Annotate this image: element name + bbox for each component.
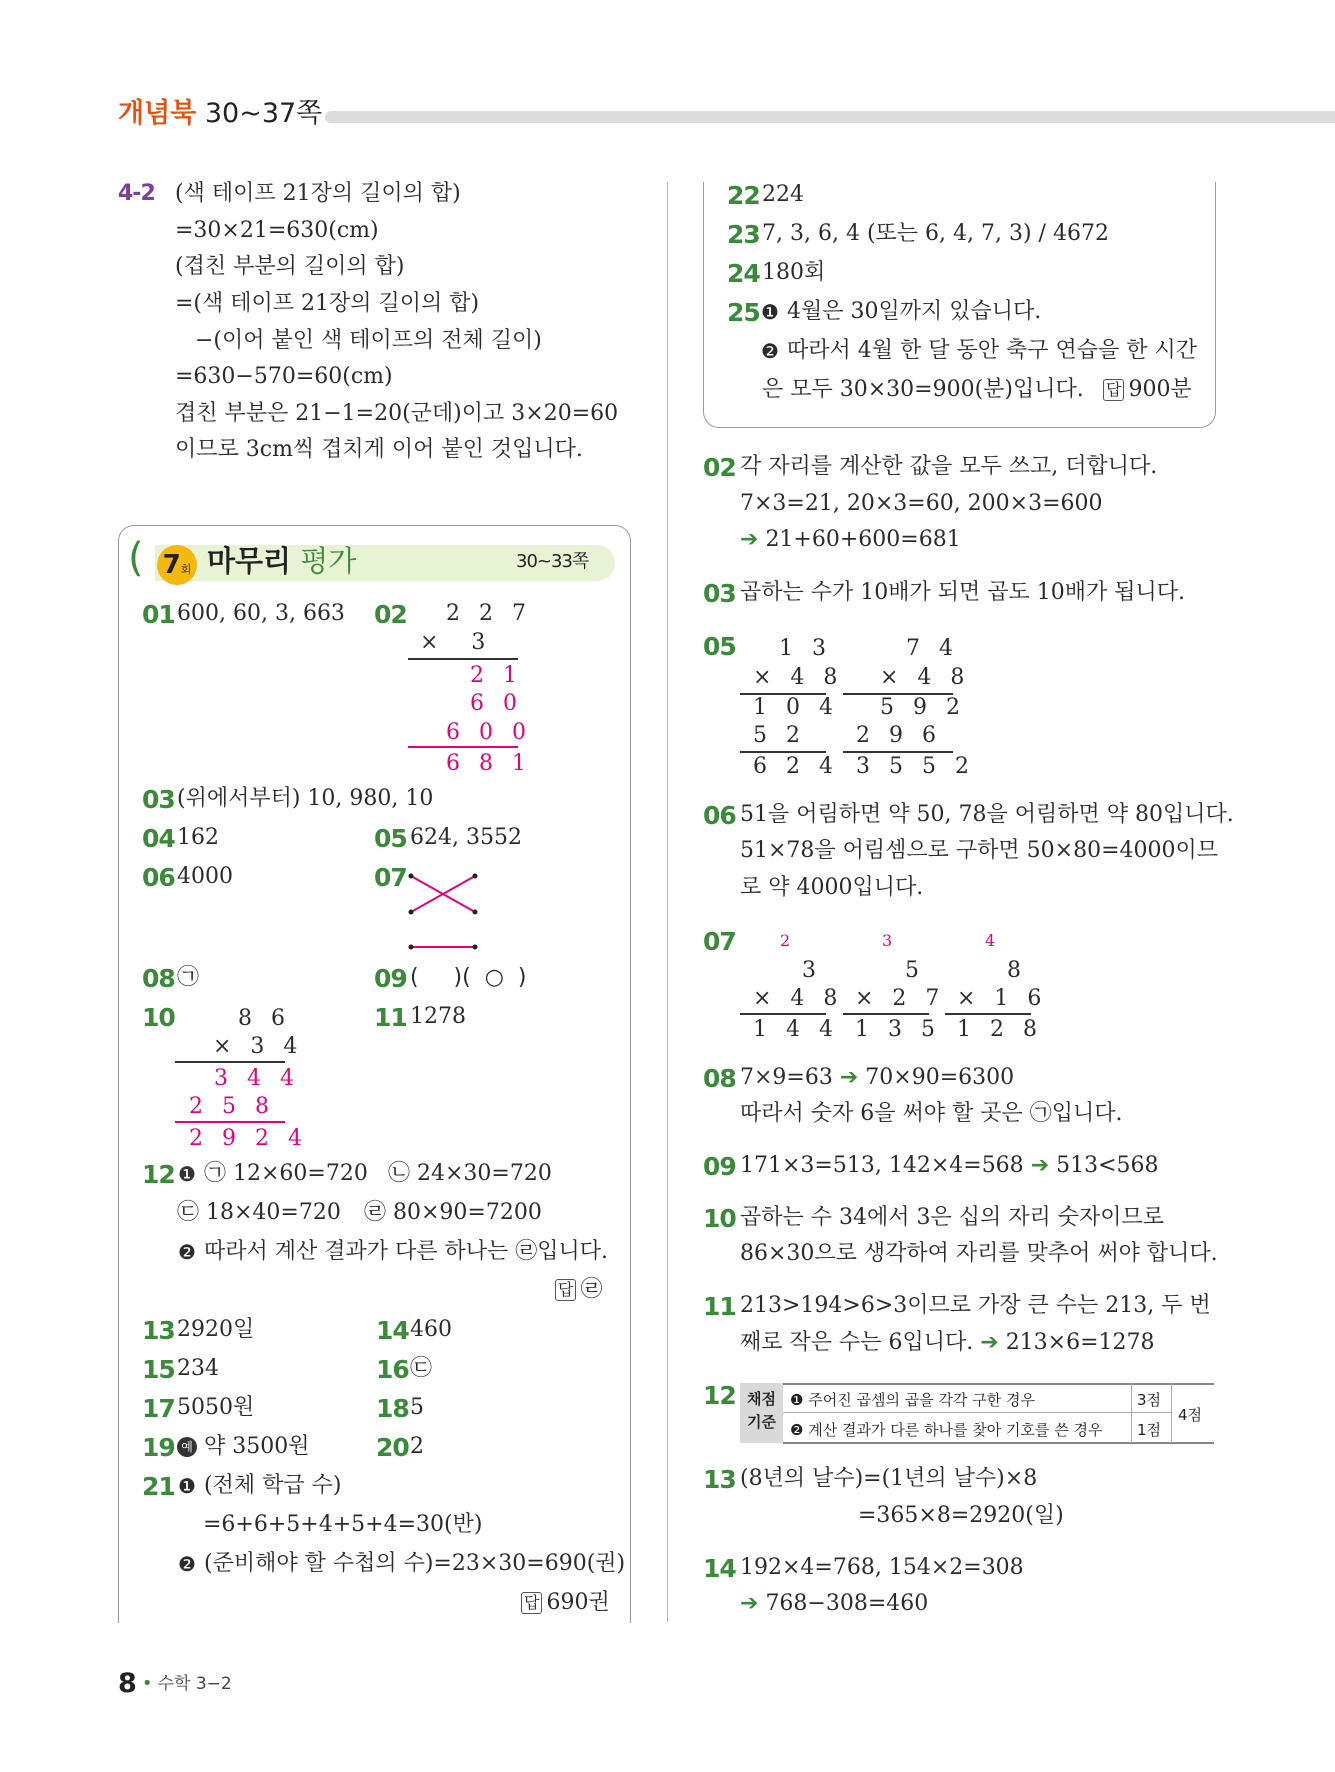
ans-text: ( )( ○ ) (410, 965, 527, 990)
ans-number: 24 (727, 259, 760, 288)
carry-digit: 3 (882, 931, 899, 950)
matching-lines (405, 868, 485, 958)
ans-12-line3 (177, 1241, 608, 1263)
ans-number: 09 (374, 964, 407, 993)
ans-number: 23 (727, 220, 760, 249)
ans-number: 15 (142, 1355, 175, 1384)
criterion-points: 3점 (1137, 1391, 1162, 1409)
scoring-mid-border (783, 1412, 1171, 1413)
ans-text: 600, 60, 3, 663 (177, 601, 345, 626)
calc-row: 6 8 1 (446, 751, 532, 776)
ans-25-answer (1103, 379, 1192, 401)
calc-line (945, 1013, 1031, 1015)
calc-row: × 4 8 (880, 665, 971, 690)
calc-row: × 4 8 (753, 986, 844, 1011)
ans-number: 05 (374, 824, 407, 853)
calc-row: 8 (1007, 958, 1027, 983)
q4-2-line: =30×21=630(cm) (175, 218, 379, 243)
calc-row: × 1 6 (957, 986, 1048, 1011)
exp-text: (8년의 날수)=(1년의 날수)×8 (740, 1466, 1038, 1491)
calc-row: 5 9 2 (880, 695, 966, 720)
ans-12-answer (555, 1279, 602, 1301)
total-points: 4점 (1178, 1406, 1203, 1424)
ans-25-line2 (760, 340, 1197, 362)
ans-text: ㉠ 12×60=720 (204, 1161, 368, 1186)
answer-label: 답 (521, 1592, 542, 1614)
exp-text: 곱하는 수가 10배가 되면 곱도 10배가 됩니다. (740, 580, 1185, 605)
ans-text: 162 (177, 825, 219, 850)
exp-text: 86×30으로 생각하여 자리를 맞추어 써야 합니다. (740, 1241, 1218, 1266)
ans-text: ㉠ (177, 965, 200, 990)
arrow-icon: ➔ (740, 527, 759, 552)
exp-number: 10 (703, 1204, 736, 1233)
header-book: 개념북 (118, 98, 197, 129)
header-pages: 30~37쪽 (204, 98, 323, 129)
ans-text: 따라서 계산 결과가 다른 하나는 ㉣입니다. (204, 1239, 608, 1264)
ans-12-line1 (177, 1163, 368, 1185)
ans-number: 11 (374, 1003, 407, 1032)
arrow-icon: ➔ (1030, 1153, 1050, 1178)
calc-row: 1 4 4 (753, 1017, 839, 1042)
ans-number: 03 (142, 785, 175, 814)
round-unit: 회 (180, 563, 192, 576)
exp-text: 째로 작은 수는 6입니다. (740, 1330, 974, 1355)
ans-number: 20 (376, 1433, 409, 1462)
exp-number: 13 (703, 1465, 736, 1494)
ans-number: 19 (142, 1433, 175, 1462)
ans-text: 5 (410, 1395, 424, 1420)
exp-number: 12 (703, 1381, 736, 1410)
ans-number: 13 (142, 1316, 175, 1345)
q4-2-line: 겹친 부분은 21−1=20(군데)이고 3×20=60 (175, 401, 619, 426)
calc-row: 3 (802, 958, 822, 983)
ans-number: 14 (376, 1316, 409, 1345)
exp-text: 171×3=513, 142×4=568 (740, 1153, 1024, 1178)
footer-subject: 수학 3−2 (157, 1674, 232, 1694)
calc-row: 7 4 (906, 636, 959, 661)
exp-text: 각 자리를 계산한 값을 모두 쓰고, 더합니다. (740, 454, 1158, 479)
calc-line (408, 746, 518, 748)
exp-text: 7×9=63 (740, 1065, 833, 1090)
ans-text: 7, 3, 6, 4 (또는 6, 4, 7, 3) / 4672 (762, 221, 1109, 246)
exp-number: 09 (703, 1152, 736, 1181)
ans-number: 04 (142, 824, 175, 853)
criterion-1 (790, 1389, 1035, 1410)
calc-line (843, 1013, 929, 1015)
round-number: 7 (162, 550, 181, 580)
criterion-text: 계산 결과가 다른 하나를 찾아 기호를 쓴 경우 (808, 1421, 1103, 1439)
section-title-bold: 마무리 (207, 544, 292, 578)
exp-text: 7×3=21, 20×3=60, 200×3=600 (740, 491, 1103, 516)
scoring-vsep (1171, 1383, 1172, 1443)
calc-row: 1 3 (779, 636, 832, 661)
step-2-icon: ❷ (790, 1421, 804, 1439)
scoring-table (740, 1383, 1214, 1443)
calc-line (740, 1013, 826, 1015)
calc-row: 8 6 (238, 1006, 291, 1031)
calc-row: 2 9 6 (856, 723, 942, 748)
ans-number: 25 (727, 298, 760, 327)
ans-text: ㉢ (410, 1356, 433, 1381)
ans-text: ㉡ 24×30=720 (388, 1161, 552, 1186)
ans-text: 2 (410, 1434, 424, 1459)
calc-line (408, 658, 518, 660)
exp-11-line2 (740, 1332, 1155, 1354)
exp-09-line1 (740, 1155, 1159, 1177)
exp-text: 51을 어림하면 약 50, 78을 어림하면 약 80입니다. (740, 802, 1234, 827)
exp-text: =365×8=2920(일) (858, 1503, 1064, 1528)
ans-21-answer (521, 1592, 610, 1614)
ans-number: 18 (376, 1394, 409, 1423)
calc-row: 5 (905, 958, 925, 983)
ans-number: 22 (727, 181, 760, 210)
calc-row: × 2 7 (855, 986, 946, 1011)
scoring-vsep (1131, 1383, 1132, 1443)
exp-text: 213>194>6>3이므로 가장 큰 수는 213, 두 번 (740, 1293, 1211, 1318)
review-box (118, 525, 631, 1623)
example-badge: 예 (177, 1437, 197, 1457)
ans-text: =6+6+5+4+5+4=30(반) (203, 1512, 483, 1537)
scoring-label (740, 1383, 783, 1443)
exp-14-line2 (740, 1593, 928, 1615)
q4-2-line: −(이어 붙인 색 테이프의 전체 길이) (195, 328, 542, 353)
ans-text: ㉣ 80×90=7200 (364, 1200, 542, 1225)
ans-number: 08 (142, 964, 175, 993)
arrow-icon: ➔ (839, 1065, 859, 1090)
q4-2-number: 4-2 (118, 181, 155, 206)
ans-text: 224 (762, 182, 804, 207)
calc-line (175, 1121, 285, 1123)
header (118, 100, 322, 127)
footer (118, 1670, 232, 1697)
ans-text: 180회 (762, 260, 826, 285)
ans-text: 4000 (177, 864, 233, 889)
ans-text: 약 3500원 (204, 1434, 310, 1459)
arrow-icon: ➔ (980, 1330, 999, 1355)
ans-text: 2920일 (177, 1317, 255, 1342)
ans-text: (전체 학급 수) (204, 1473, 342, 1498)
q4-2-line: (겹친 부분의 길이의 합) (175, 254, 405, 279)
section-pages: 30~33쪽 (516, 551, 589, 572)
exp-number: 07 (703, 927, 736, 956)
ans-text: 234 (177, 1356, 219, 1381)
ans-text: 따라서 4월 한 달 동안 축구 연습을 한 시간 (787, 338, 1197, 363)
ans-number: 07 (374, 863, 407, 892)
carry-digit: 4 (985, 931, 1002, 950)
step-2-icon: ❷ (178, 1552, 196, 1576)
exp-text: 768−308=460 (765, 1591, 929, 1616)
step-1-icon: ❶ (761, 300, 779, 324)
section-bracket: ( (128, 535, 144, 581)
exp-text: 로 약 4000입니다. (740, 875, 924, 900)
exp-number: 05 (703, 632, 736, 661)
exp-08-line1 (740, 1067, 1014, 1089)
scoring-bottom-border (783, 1442, 1214, 1444)
header-bar (325, 111, 1335, 123)
ans-number: 06 (142, 863, 175, 892)
ans-number: 10 (142, 1003, 175, 1032)
scoring-top-border (783, 1383, 1214, 1385)
q4-2-line: (색 테이프 21장의 길이의 합) (175, 181, 461, 206)
exp-text: 213×6=1278 (1005, 1330, 1155, 1355)
calc-row: 5 2 (753, 723, 806, 748)
calc-row: 3 5 5 2 (856, 754, 975, 779)
ans-21-line3 (177, 1553, 625, 1575)
ans-number: 12 (142, 1160, 175, 1189)
ans-number: 17 (142, 1394, 175, 1423)
exp-text: 70×90=6300 (865, 1065, 1015, 1090)
section-title-light: 평가 (300, 544, 357, 578)
answer-value: 900분 (1128, 377, 1192, 402)
round-badge (157, 545, 197, 585)
ans-number: 01 (142, 600, 175, 629)
exp-number: 08 (703, 1064, 736, 1093)
step-1-icon: ❶ (178, 1474, 196, 1498)
exp-text: 51×78을 어림셈으로 구하면 50×80=4000이므 (740, 838, 1219, 863)
calc-line (740, 751, 826, 753)
exp-number: 11 (703, 1292, 736, 1321)
arrow-icon: ➔ (740, 1591, 759, 1616)
ans-text: 5050원 (177, 1395, 255, 1420)
column-divider (667, 182, 668, 1622)
exp-text: 곱하는 수 34에서 3은 십의 자리 숫자이므로 (740, 1205, 1164, 1230)
scoring-label-1: 채점 (747, 1390, 776, 1408)
exp-number: 03 (703, 579, 736, 608)
exp-text: 513<568 (1056, 1153, 1159, 1178)
ans-21-line1 (177, 1475, 341, 1497)
calc-row: 6 0 0 (446, 720, 532, 745)
answer-label: 답 (1103, 379, 1124, 401)
ans-text: 은 모두 30×30=900(분)입니다. (762, 377, 1084, 402)
exp-text: 따라서 숫자 6을 써야 할 곳은 ㉠입니다. (740, 1101, 1123, 1126)
calc-row: 3 4 4 (214, 1066, 300, 1091)
calc-row: 2 9 2 4 (189, 1126, 308, 1151)
q4-2-line: 이므로 3cm씩 겹치게 이어 붙인 것입니다. (175, 437, 583, 462)
calc-row: × 3 (420, 630, 489, 655)
section-title (207, 544, 357, 578)
ans-text: 1278 (410, 1004, 466, 1029)
calc-row: 1 3 5 (855, 1017, 941, 1042)
ans-text: (준비해야 할 수첩의 수)=23×30=690(권) (204, 1551, 626, 1576)
calc-row: 2 1 (470, 663, 523, 688)
ans-text: ㉢ 18×40=720 (177, 1200, 341, 1225)
step-1-icon: ❶ (178, 1162, 196, 1186)
answer-label: 답 (555, 1279, 576, 1301)
exp-number: 14 (703, 1554, 736, 1583)
calc-row: × 3 4 (213, 1034, 304, 1059)
answer-value: 690권 (546, 1590, 610, 1615)
ans-text: (위에서부터) 10, 980, 10 (177, 786, 434, 811)
ans-number: 21 (142, 1472, 175, 1501)
exp-number: 06 (703, 801, 736, 830)
exp-text: 21+60+600=681 (765, 527, 961, 552)
criterion-text: 주어진 곱셈의 곱을 각각 구한 경우 (808, 1391, 1035, 1409)
carry-digit: 2 (780, 931, 797, 950)
scoring-label-2: 기준 (747, 1413, 776, 1431)
q4-2-line: =(색 테이프 21장의 길이의 합) (175, 291, 480, 316)
exp-02-line3 (740, 529, 961, 551)
calc-row: × 4 8 (753, 665, 844, 690)
ans-19 (177, 1436, 310, 1458)
exp-text: 192×4=768, 154×2=308 (740, 1555, 1024, 1580)
calc-row: 2 2 7 (446, 601, 532, 626)
answer-value: ㉣ (580, 1277, 603, 1302)
calc-line (843, 751, 953, 753)
step-2-icon: ❷ (761, 339, 779, 363)
step-1-icon: ❶ (790, 1391, 804, 1409)
page-number: 8 (118, 1668, 137, 1699)
ans-text: 624, 3552 (410, 825, 522, 850)
criterion-2 (790, 1419, 1102, 1440)
q4-2-line: =630−570=60(cm) (175, 364, 393, 389)
ans-number: 02 (374, 600, 407, 629)
calc-row: 6 0 (470, 691, 523, 716)
exp-number: 02 (703, 453, 736, 482)
ans-25-line1 (760, 301, 1041, 323)
ans-text: 4월은 30일까지 있습니다. (787, 299, 1042, 324)
criterion-points: 1점 (1137, 1421, 1162, 1439)
calc-row: 2 5 8 (189, 1094, 275, 1119)
calc-line (175, 1061, 285, 1063)
calc-row: 1 2 8 (957, 1017, 1043, 1042)
ans-text: 460 (410, 1317, 452, 1342)
footer-dot-icon: • (141, 1673, 153, 1694)
ans-number: 16 (376, 1355, 409, 1384)
calc-row: 1 0 4 (753, 695, 839, 720)
step-2-icon: ❷ (178, 1240, 196, 1264)
calc-row: 6 2 4 (753, 754, 839, 779)
